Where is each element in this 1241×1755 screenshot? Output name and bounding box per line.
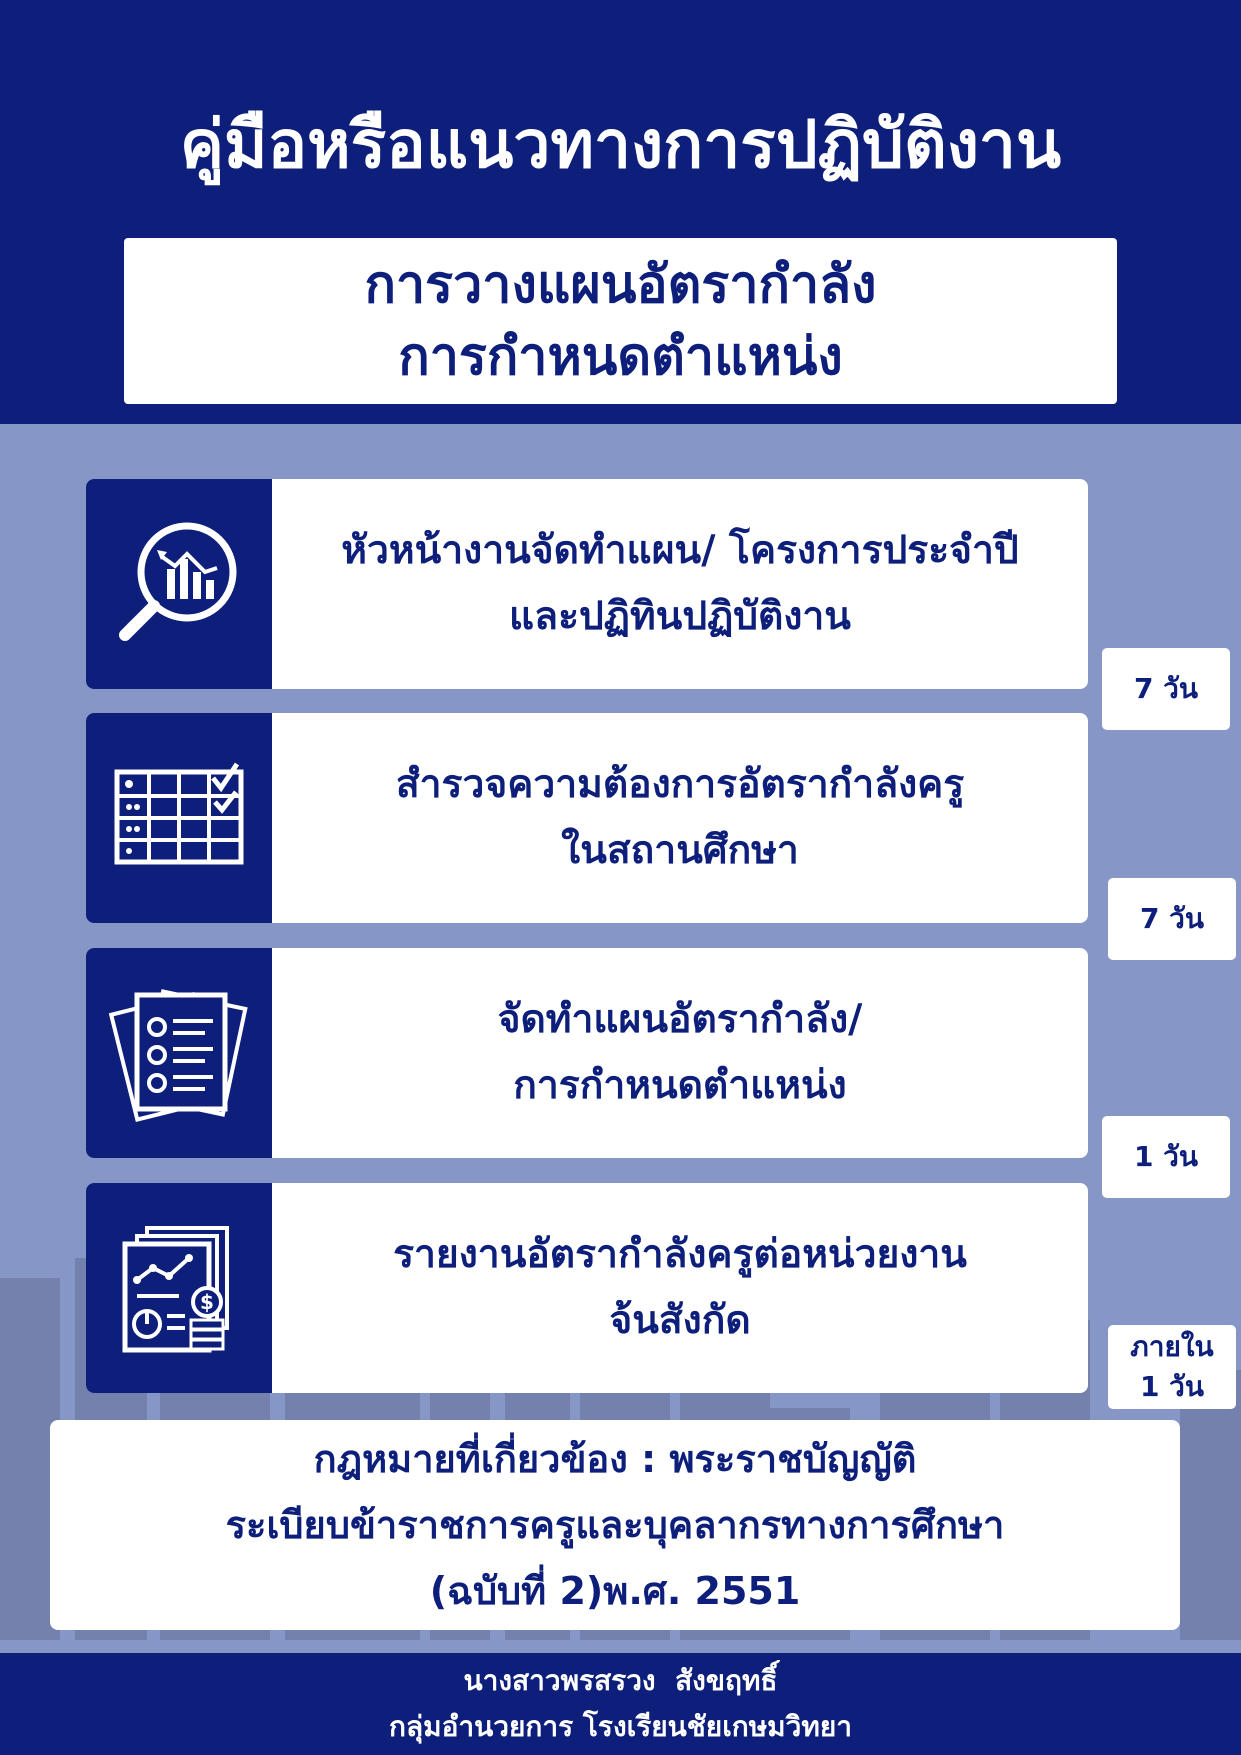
duration-badge-4 [1108, 1325, 1236, 1409]
duration-4-line-1: ภายใน [1130, 1330, 1214, 1363]
table-grid-icon [109, 748, 249, 888]
step-text-1 [272, 479, 1088, 689]
step-card-1 [86, 479, 1088, 689]
checklist-icon [109, 983, 249, 1123]
footer-band [0, 1653, 1241, 1755]
step-2-line-2: ในสถานศึกษา [561, 828, 799, 873]
subtitle-box [124, 238, 1117, 404]
step-3-line-2: การกำหนดตำแหน่ง [513, 1063, 847, 1108]
step-icon-box-1 [86, 479, 272, 689]
step-text-4 [272, 1183, 1088, 1393]
subtitle-line-1: การวางแผนอัตรากำลัง [364, 255, 877, 315]
law-line-1: กฎหมายที่เกี่ยวข้อง : พระราชบัญญัติ [313, 1437, 917, 1481]
law-line-2: ระเบียบข้าราชการครูและบุคลากรทางการศึกษา [225, 1503, 1005, 1547]
step-text-2 [272, 713, 1088, 923]
step-3-line-1: จัดทำแผนอัตรากำลัง/ [497, 997, 863, 1042]
page-title: คู่มือหรือแนวทางการปฏิบัติงาน [179, 106, 1062, 183]
subtitle-line-2: การกำหนดตำแหน่ง [398, 327, 843, 387]
svg-text:$: $ [200, 1290, 214, 1314]
step-4-line-1: รายงานอัตรากำลังครูต่อหน่วยงาน [393, 1232, 967, 1277]
duration-2-text: 7 วัน [1139, 902, 1205, 935]
step-icon-box-2 [86, 713, 272, 923]
step-2-line-1: สำรวจความต้องการอัตรากำลังครู [395, 762, 965, 807]
law-line-3: (ฉบับที่ 2)พ.ศ. 2551 [429, 1569, 801, 1613]
magnifier-chart-icon [109, 514, 249, 654]
step-icon-box-3 [86, 948, 272, 1158]
duration-3-text: 1 วัน [1133, 1140, 1199, 1173]
duration-badge-3 [1102, 1116, 1230, 1198]
step-1-line-1: หัวหน้างานจัดทำแผน/ โครงการประจำปี [341, 528, 1019, 573]
step-text-3 [272, 948, 1088, 1158]
duration-badge-2 [1108, 878, 1236, 960]
step-1-line-2: และปฏิทินปฏิบัติงาน [509, 594, 851, 639]
footer-author: นางสาวพรสรวง สังขฤทธิ์ [463, 1664, 778, 1697]
duration-1-text: 7 วัน [1133, 672, 1199, 705]
law-reference-box [50, 1420, 1180, 1630]
step-card-2 [86, 713, 1088, 923]
step-card-4 [86, 1183, 1088, 1393]
report-chart-icon [109, 1218, 249, 1358]
duration-badge-1 [1102, 648, 1230, 730]
step-4-line-2: จ้นสังกัด [609, 1298, 751, 1343]
duration-4-line-2: 1 วัน [1139, 1370, 1205, 1403]
footer-organization: กลุ่มอำนวยการ โรงเรียนชัยเกษมวิทยา [389, 1710, 852, 1743]
step-card-3 [86, 948, 1088, 1158]
step-icon-box-4 [86, 1183, 272, 1393]
